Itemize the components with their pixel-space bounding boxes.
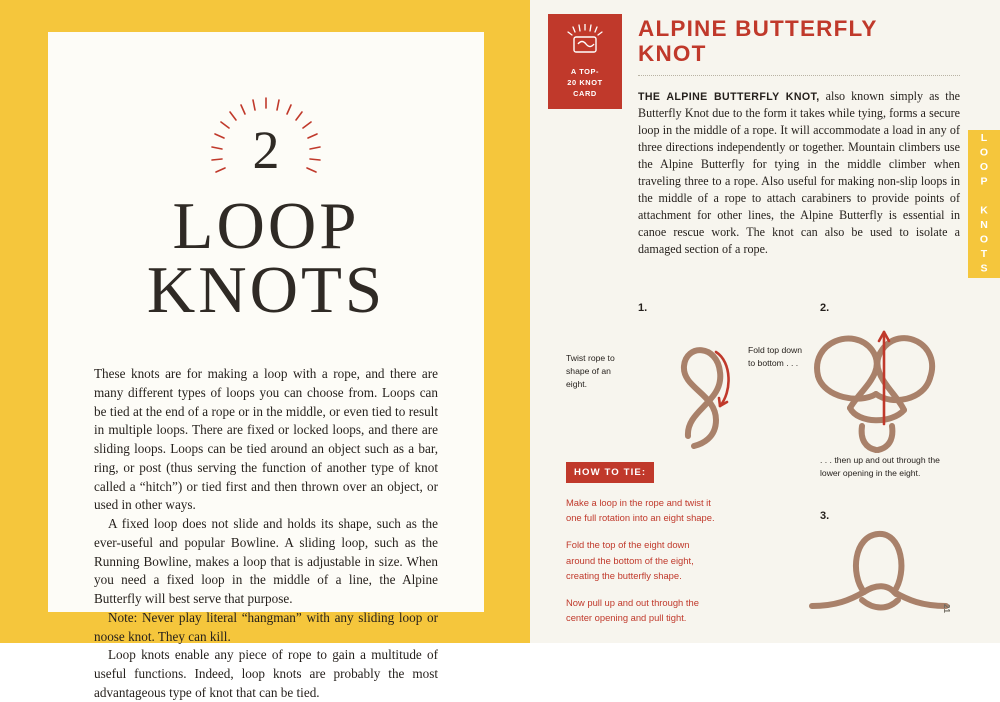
step-caption-1: Twist rope to shape of an eight. <box>566 353 615 389</box>
step-number-3: 3. <box>820 510 830 522</box>
how-to-tie-heading: HOW TO TIE: <box>566 462 654 483</box>
chapter-number-text: 2 <box>252 120 280 180</box>
chapter-intro-text <box>94 365 438 702</box>
knot-title-line1: ALPINE BUTTERFLY <box>638 16 878 41</box>
page-number: 21 <box>942 604 951 613</box>
left-page-panel <box>48 32 484 700</box>
paragraph: Loop knots enable any piece of rope to gain a multitude of useful functions. Indeed, loop knots are probably the most advantageous type of knot that can be tied. <box>94 647 438 700</box>
title-divider <box>638 75 960 76</box>
right-page-content <box>548 14 960 629</box>
how-to-tie-step: Fold the top of the eight down around the bottom of the eight, creating the butterfly shape. <box>566 539 694 581</box>
badge-line1: A TOP- <box>570 67 600 76</box>
knot-header <box>548 14 960 270</box>
sunburst-rays-icon <box>191 90 341 190</box>
section-tab-label: LOOP KNOTS <box>978 131 990 277</box>
chapter-number-burst <box>94 90 438 190</box>
step-caption-2: Fold top down to bottom . . . <box>748 345 802 368</box>
badge-text <box>548 66 622 99</box>
badge-line2: 20 KNOT <box>567 78 603 88</box>
step-2-illustration <box>800 312 970 462</box>
step-number-1: 1. <box>638 302 648 314</box>
how-to-tie-step: Now pull up and out through the center opening and pull tight. <box>566 597 699 624</box>
how-to-tie-panel <box>566 462 718 626</box>
knot-intro <box>638 88 960 257</box>
knot-intro-body: also known simply as the Butterfly Knot due to the form it takes while tying, forms a secure loop in the middle of a rope. It will accommodate a load in any of three directions independently or together. Mountain climbers use the Alpine Butterfly for tying in the middle climber when traveling three to a rope. Also useful for making non-slip loops in the middle of a rope to attach carabiners to provide points of attachment for other lines, the Alpine Butterfly is essential in canoe rescue work. The knot can also be used to isolate a damaged section of a rope. <box>638 89 960 256</box>
top-20-knot-card-badge <box>548 14 622 109</box>
step-number-2: 2. <box>820 302 830 314</box>
knot-card-icon <box>565 24 605 58</box>
paragraph: These knots are for making a loop with a rope, and there are many different types of loops you can choose from. Loops can be tied at the end of a rope or in the middle, or even tied to result in multiple loops. There are fixed or locked loops, and there are sliding loops. Loops can be tied around an object such as a bar, ring, or post (thus serving the function of another type of knot called a “hitch”) or tied first and then thrown over an object, or used in other ways. <box>94 366 438 513</box>
paragraph: A fixed loop does not slide and holds its shape, such as the ever-useful and popular Bowline. A sliding loop, such as the Running Bowline, makes a loop that is adjustable in size. When you need a fixed loop in the middle of a line, the Alpine Butterfly will best serve that purpose. <box>94 516 438 607</box>
paragraph: Note: Never play literal “hangman” with any sliding loop or noose knot. They can kill. <box>94 609 438 644</box>
step-caption-2b: . . . then up and out through the lower opening in the eight. <box>820 455 940 478</box>
step-3-illustration <box>806 514 976 634</box>
badge-line3: CARD <box>573 89 597 99</box>
right-page <box>530 0 1000 643</box>
chapter-title-line2: KNOTS <box>146 252 386 327</box>
knot-article <box>622 14 960 270</box>
chapter-title <box>94 189 438 327</box>
section-tab-loop-knots <box>968 130 1000 278</box>
how-to-tie-step: Make a loop in the rope and twist it one full rotation into an eight shape. <box>566 497 715 524</box>
step-1-illustration <box>628 314 778 454</box>
knot-intro-lead: THE ALPINE BUTTERFLY KNOT, <box>638 91 820 104</box>
knot-title <box>638 16 960 66</box>
knot-title-line2: KNOT <box>638 41 707 67</box>
chapter-title-line1: LOOP <box>172 189 360 263</box>
